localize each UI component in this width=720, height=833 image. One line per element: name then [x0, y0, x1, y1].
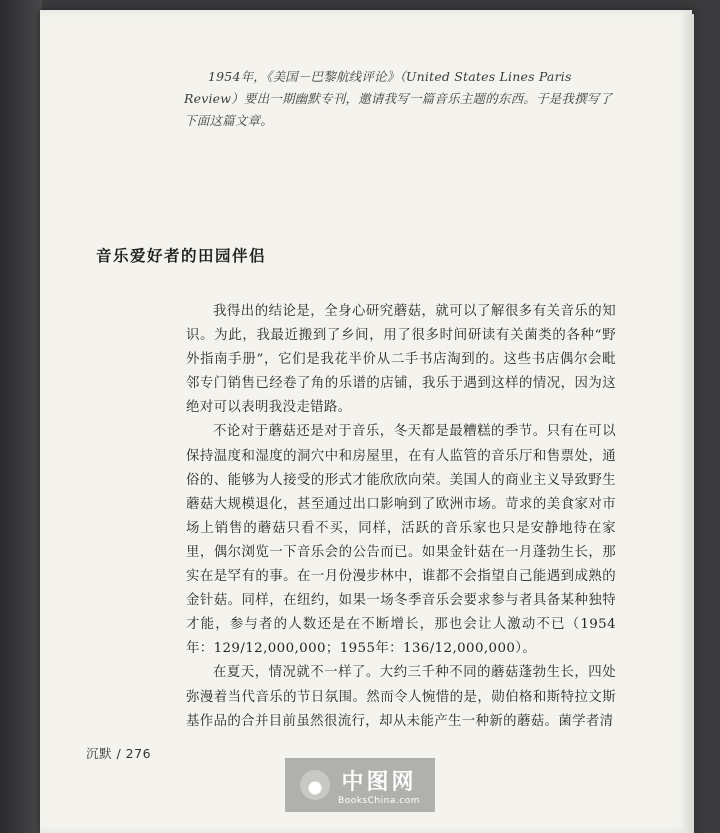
intro-note — [184, 66, 624, 132]
body-text — [186, 300, 616, 734]
watermark-text — [338, 765, 420, 806]
page-edge — [684, 14, 694, 833]
watermark-url: BooksChina.com — [338, 795, 420, 806]
watermark-name: 中图网 — [341, 769, 417, 795]
flame-logo-icon — [300, 770, 330, 800]
paragraph: 在夏天，情况就不一样了。大约三千种不同的蘑菇蓬勃生长，四处弥漫着当代音乐的节日氛围。然而令人惋惜的是，勋伯格和斯特拉文斯基作品的合并目前虽然很流行，却从未能产生一种新的蘑菇。菌学者清 — [186, 665, 616, 729]
paragraph: 我得出的结论是，全身心研究蘑菇，就可以了解很多有关音乐的知识。为此，我最近搬到了乡间，用了很多时间研读有关菌类的各种“野外指南手册”，它们是我花半价从二手书店淘到的。这些书店偶尔会毗邻专门销售已经卷了角的乐谱的店铺，我乐于遇到这样的情况，因为这绝对可以表明我没走错路。 — [186, 304, 616, 416]
intro-paragraph: 1954年，《美国－巴黎航线评论》（United States Lines Paris Review）要出一期幽默专刊，邀请我写一篇音乐主题的东西。于是我撰写了下面这篇文章。 — [184, 69, 613, 128]
book-spine-shadow — [0, 0, 42, 833]
chapter-heading: 音乐爱好者的田园伴侣 — [96, 247, 267, 265]
watermark — [285, 758, 435, 812]
paragraph: 不论对于蘑菇还是对于音乐，冬天都是最糟糕的季节。只有在可以保持温度和湿度的洞穴中和房屋里，在有人监管的音乐厅和售票处，通俗的、能够为人接受的形式才能欣欣向荣。美国人的商业主义导致野生蘑菇大规模退化，甚至通过出口影响到了欧洲市场。苛求的美食家对市场上销售的蘑菇只看不买，同样，活跃的音乐家也只是安静地待在家里，偶尔浏览一下音乐会的公告而已。如果金针菇在一月蓬勃生长，那实在是罕有的事。在一月份漫步林中，谁都不会指望自己能遇到成熟的金针菇。同样，在纽约，如果一场冬季音乐会要求参与者具备某种独特才能，参与者的人数还是在不断增长，那也会让人激动不已（1954年：129/12,000,000；1955年：136/12,000,000）。 — [186, 424, 616, 657]
page-footer: 沉默 / 276 — [86, 746, 152, 761]
